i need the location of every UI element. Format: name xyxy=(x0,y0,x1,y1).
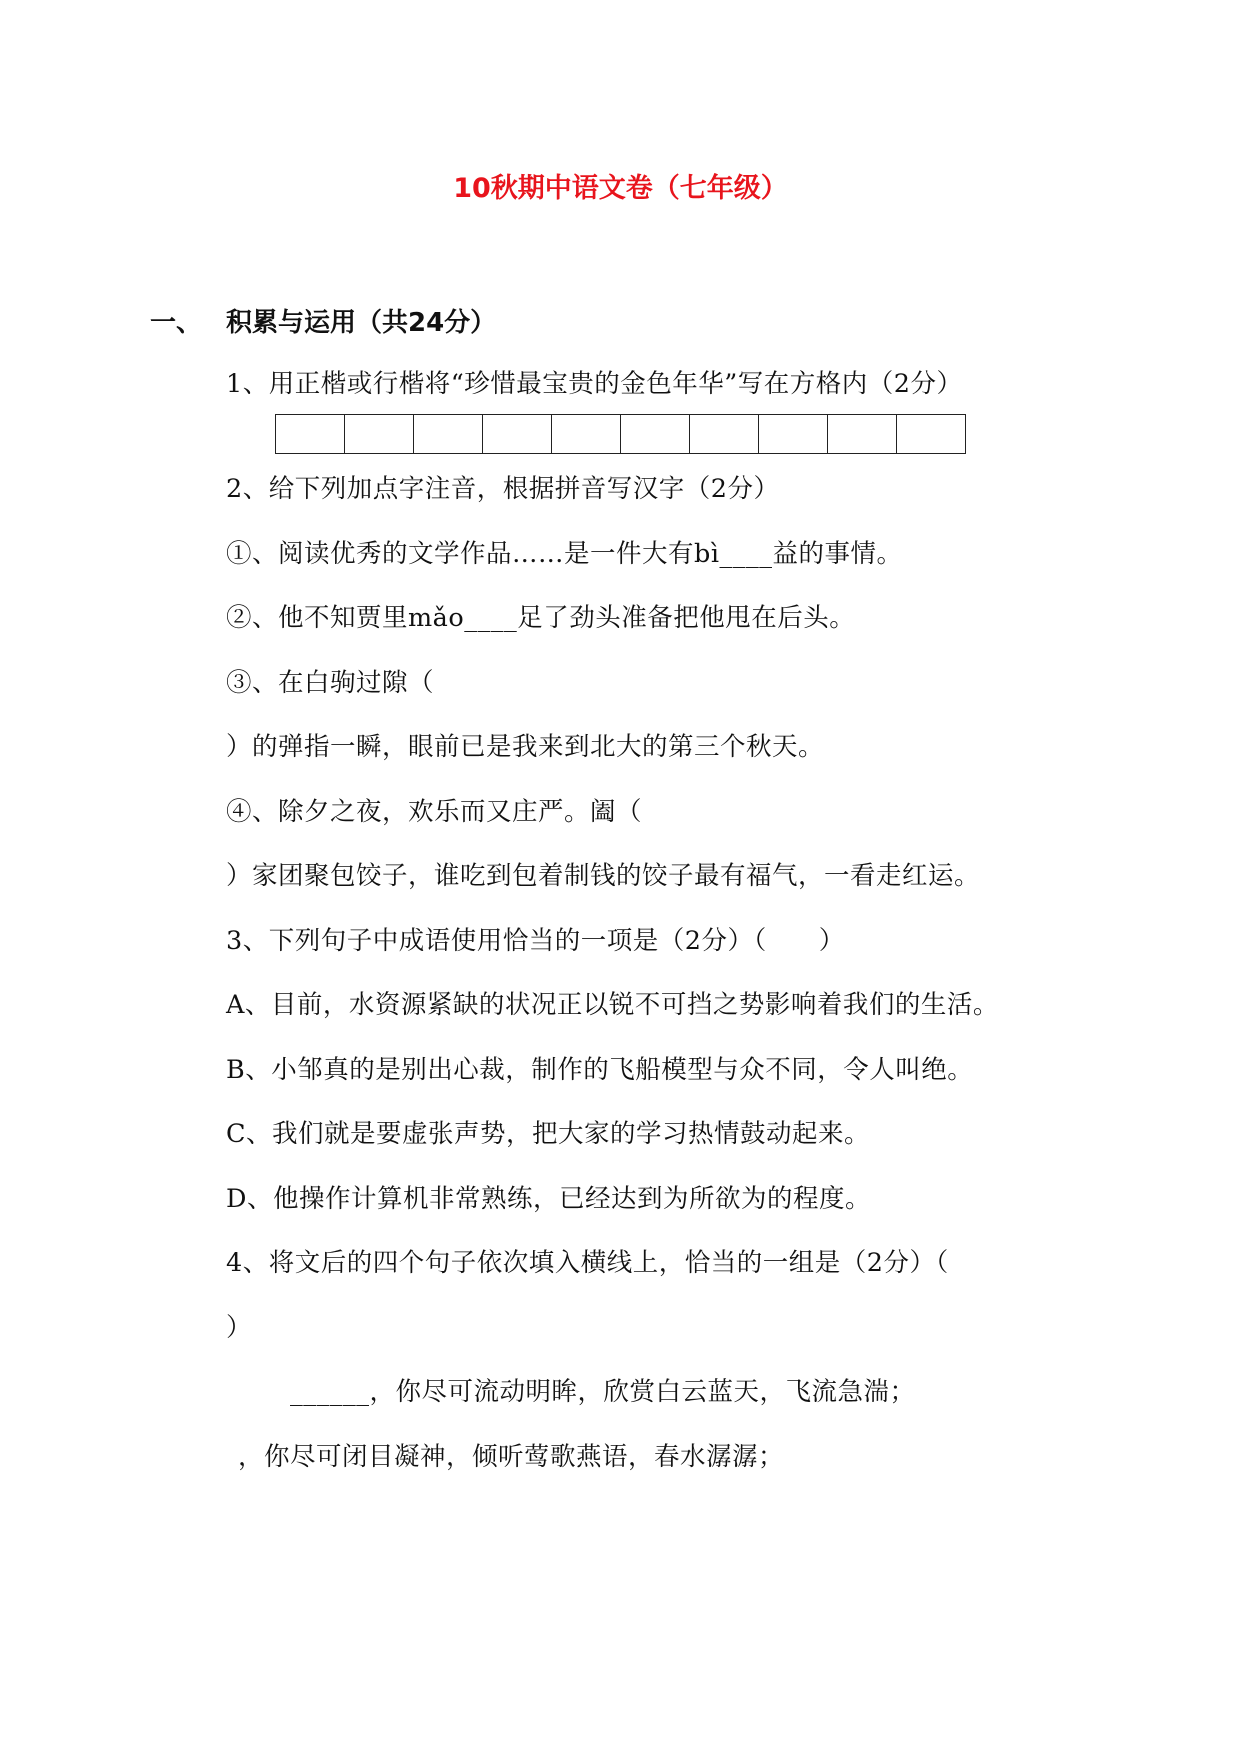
question-2-item-2: ②、他不知贾里mǎo____足了劲头准备把他甩在后头。 xyxy=(226,603,856,633)
question-4-line-1: ______，你尽可流动明眸，欣赏白云蓝天，飞流急湍； xyxy=(290,1377,916,1407)
grid-cell xyxy=(483,414,552,454)
grid-cell xyxy=(552,414,621,454)
question-2-item-1: ①、阅读优秀的文学作品……是一件大有bì____益的事情。 xyxy=(226,539,903,569)
question-2-item-3b: ）的弹指一瞬，眼前已是我来到北大的第三个秋天。 xyxy=(226,732,825,762)
question-1: 1、用正楷或行楷将“珍惜最宝贵的金色年华”写在方格内（2分） xyxy=(226,369,963,399)
question-4-line-2: ，你尽可闭目凝神，倾听莺歌燕语，春水潺潺； xyxy=(238,1442,785,1472)
grid-cell xyxy=(690,414,759,454)
section-heading xyxy=(150,302,496,339)
question-3: 3、下列句子中成语使用恰当的一项是（2分）（ ） xyxy=(226,926,845,956)
question-2: 2、给下列加点字注音，根据拼音写汉字（2分） xyxy=(226,474,780,504)
grid-cell xyxy=(828,414,897,454)
question-3-option-a: A、目前，水资源紧缺的状况正以锐不可挡之势影响着我们的生活。 xyxy=(226,990,999,1020)
question-3-option-c: C、我们就是要虚张声势，把大家的学习热情鼓动起来。 xyxy=(226,1119,871,1149)
grid-cell xyxy=(621,414,690,454)
question-2-item-4b: ）家团聚包饺子，谁吃到包着制钱的饺子最有福气，一看走红运。 xyxy=(226,861,981,891)
writing-grid xyxy=(275,414,966,454)
grid-cell xyxy=(276,414,345,454)
question-3-option-b: B、小邹真的是别出心裁，制作的飞船模型与众不同，令人叫绝。 xyxy=(226,1055,974,1085)
question-3-option-d: D、他操作计算机非常熟练，已经达到为所欲为的程度。 xyxy=(226,1184,871,1214)
question-2-item-4a: ④、除夕之夜，欢乐而又庄严。阖（ xyxy=(226,797,643,827)
section-number: 一、 xyxy=(150,308,203,338)
grid-cell xyxy=(414,414,483,454)
question-2-item-3a: ③、在白驹过隙（ xyxy=(226,668,435,698)
section-title: 积累与运用（共24分） xyxy=(226,308,497,338)
question-4-cont: ） xyxy=(226,1313,253,1343)
grid-cell xyxy=(897,414,966,454)
question-4: 4、将文后的四个句子依次填入横线上，恰当的一组是（2分）（ xyxy=(226,1248,949,1278)
grid-cell xyxy=(345,414,414,454)
grid-cell xyxy=(759,414,828,454)
page-title: 10秋期中语文卷（七年级） xyxy=(453,173,788,204)
